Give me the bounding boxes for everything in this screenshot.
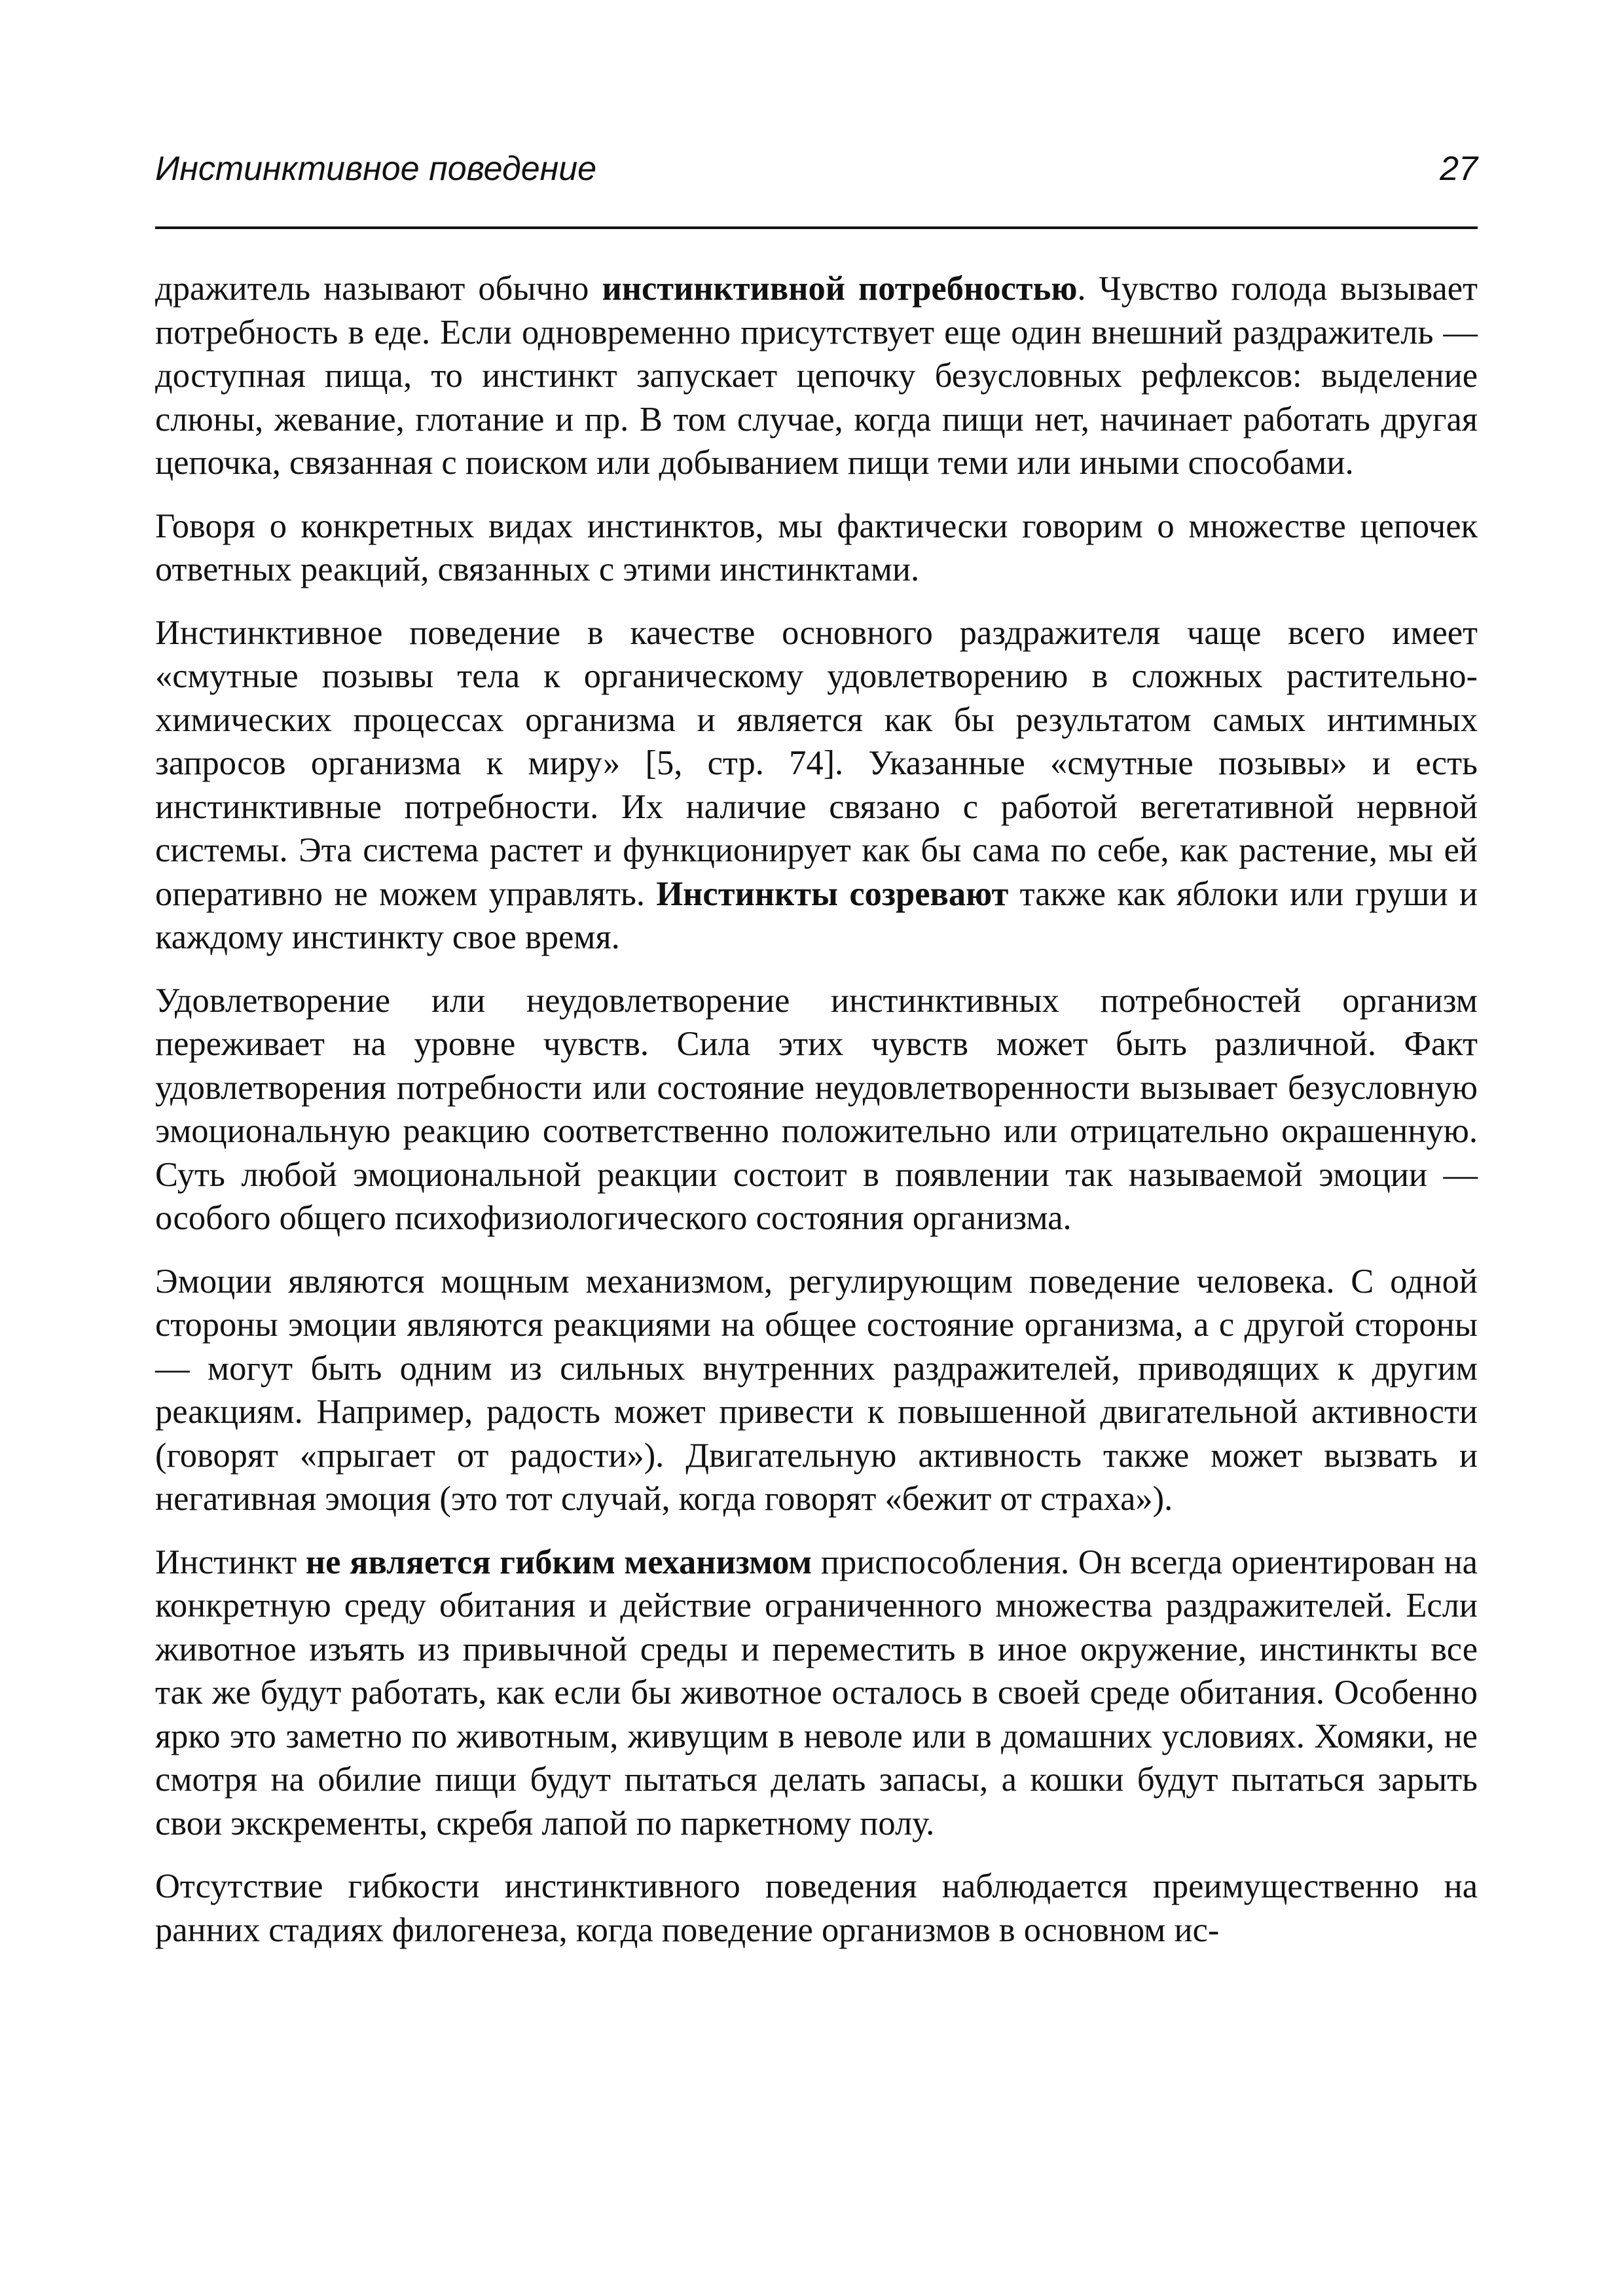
paragraph-text: Удовлетворение или неудовлетворение инстинктивных потребностей организм переживает на уровне чувств. Сила этих чувств может быть различной. Факт удовлетворения потребности или состояние неудовлетворенности вызывает безусловную эмоциональную реакцию соответственно положительно или отрицательно окрашенную. Суть любой эмоциональной реакции состоит в появлении так называемой эмоции — особого общего психофизиологического состояния организма. xyxy=(155,981,1478,1237)
header-rule xyxy=(155,226,1478,229)
paragraph xyxy=(155,1260,1478,1521)
paragraph-text: Инстинкт xyxy=(155,1543,306,1581)
paragraph-text: Эмоции являются мощным механизмом, регулирующим поведение человека. С одной стороны эмоции являются реакциями на общее состояние организма, а с другой стороны — могут быть одним из сильных внутренних раздражителей, приводящих к другим реакциям. Например, радость может привести к повышенной двигательной активности (говорят «прыгает от радости»). Двигательную активность также может вызвать и негативная эмоция (это тот случай, когда говорят «бежит от страха»). xyxy=(155,1262,1478,1518)
chapter-title: Инстинктивное поведение xyxy=(155,150,597,188)
paragraph-text: дражитель называют обычно xyxy=(155,270,602,308)
paragraph-text: также как яблоки или груши и каждому инстинкту свое время. xyxy=(155,874,1478,956)
paragraph-text: . Чувство голода вызывает потребность в еде. Если одновременно присутствует еще один внешний раздражитель — доступная пища, то инстинкт запускает цепочку безусловных рефлексов: выделение слюны, жевание, глотание и пр. В том случае, когда пищи нет, начинает работать другая цепочка, связанная с поиском или добыванием пищи теми или иными способами. xyxy=(155,270,1478,482)
emphasis-term: Инстинкты созревают xyxy=(656,874,1009,913)
paragraph xyxy=(155,267,1478,485)
paragraph-text: Говоря о конкретных видах инстинктов, мы фактически говорим о множестве цепочек ответных реакций, связанных с этими инстинктами. xyxy=(155,507,1478,588)
body-text xyxy=(155,267,1478,1971)
emphasis-term: инстинктивной потребностью xyxy=(602,270,1078,308)
paragraph xyxy=(155,505,1478,592)
paragraph xyxy=(155,1865,1478,1952)
paragraph xyxy=(155,1541,1478,1846)
page-number: 27 xyxy=(1440,150,1478,188)
emphasis-term: не является гибким механизмом xyxy=(305,1543,812,1581)
running-head xyxy=(155,149,1478,195)
paragraph-text: приспособления. Он всегда ориентирован на конкретную среду обитания и действие ограниченного множества раздражителей. Если животное изъять из привычной среды и переместить в иное окружение, инстинкты все так же будут работать, как если бы животное осталось в своей среде обитания. Особенно ярко это заметно по животным, живущим в неволе или в домашних условиях. Хомяки, не смотря на обилие пищи будут пытаться делать запасы, а кошки будут пытаться зарыть свои экскременты, скребя лапой по паркетному полу. xyxy=(155,1543,1478,1842)
paragraph-text: Отсутствие гибкости инстинктивного поведения наблюдается преимущественно на ранних стадиях филогенеза, когда поведение организмов в основном ис- xyxy=(155,1867,1478,1949)
paragraph-text: Инстинктивное поведение в качестве основного раздражителя чаще всего имеет «смутные позывы тела к органическому удовлетворению в сложных растительно-химических процессах организма и является как бы результатом самых интимных запросов организма к миру» [5, стр. 74]. Указанные «смутные позывы» и есть инстинктивные потребности. Их наличие связано с работой вегетативной нервной системы. Эта система растет и функционирует как бы сама по себе, как растение, мы ей оперативно не можем управлять. xyxy=(155,613,1478,913)
paragraph xyxy=(155,611,1478,960)
paragraph xyxy=(155,979,1478,1240)
